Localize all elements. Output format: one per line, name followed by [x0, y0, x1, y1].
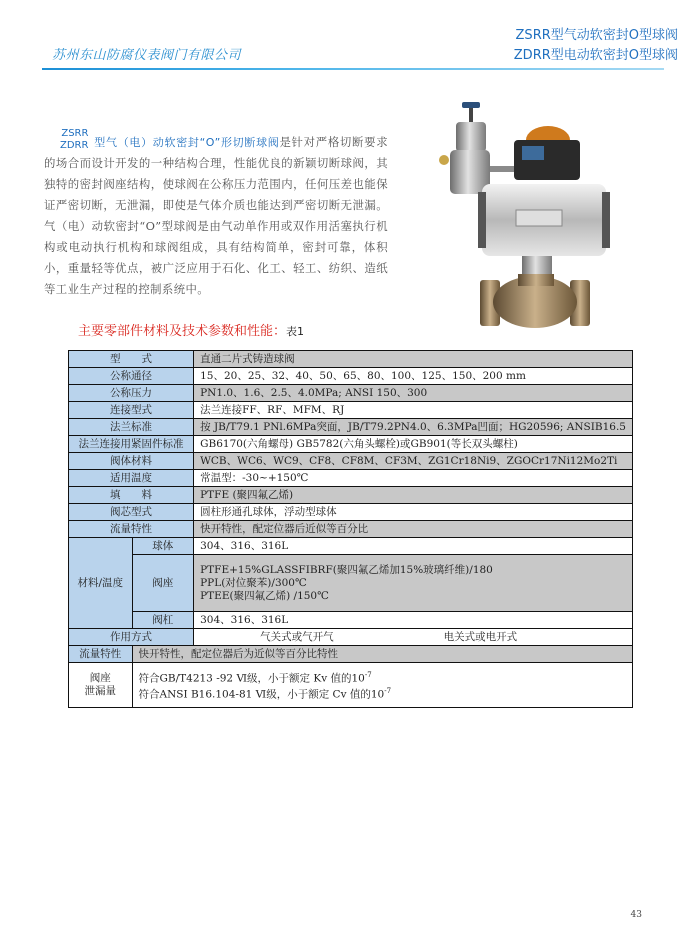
table-row	[69, 470, 633, 487]
row-value: 15、20、25、32、40、50、65、80、100、125、150、200 mm	[194, 368, 633, 385]
table-row	[69, 419, 633, 436]
table-row	[69, 351, 633, 368]
seat-line: PPL(对位聚苯)/300℃	[200, 576, 307, 589]
spec-table-body	[69, 351, 633, 708]
table-row-ball	[69, 538, 633, 555]
page-number: 43	[630, 910, 642, 920]
row-label: 阀芯型式	[69, 504, 194, 521]
material-group-label: 材料/温度	[69, 538, 133, 629]
spec-table	[68, 350, 633, 708]
row-value: 快开特性，配定位器后近似等百分比	[194, 521, 633, 538]
row-label: 填 料	[69, 487, 194, 504]
row-value: 常温型：-30~+150℃	[194, 470, 633, 487]
sub-label-ball: 球体	[132, 538, 194, 555]
sub-label-seat: 阀座	[132, 555, 194, 612]
row-value: 法兰连接FF、RF、MFM、RJ	[194, 402, 633, 419]
table-row-seat	[69, 555, 633, 612]
leakage-line-ansi: 符合ANSI B16.104-81 Ⅵ级，小于额定 Cv 值的$10^{-7}$	[138, 687, 392, 701]
product-title-electric: ZDRR型电动软密封O型球阀	[513, 48, 678, 63]
header-rule	[42, 68, 664, 70]
model-code-zdrr: ZDRR	[60, 140, 89, 151]
leakage-label	[69, 663, 133, 708]
row-value: 按 JB/T79.1 PNl.6MPa突面，JB/T79.2PN4.0、6.3MPa凹面；HG20596; ANSIB16.5	[194, 419, 633, 436]
leakage-label-line: 阀座	[89, 672, 111, 684]
table-row	[69, 385, 633, 402]
intro-paragraph	[44, 132, 388, 300]
product-photo	[418, 100, 618, 332]
section-title-text: 主要零部件材料及技术参数和性能：	[78, 324, 287, 339]
leakage-label-line: 泄漏量	[84, 685, 116, 697]
section-title	[78, 320, 304, 339]
leakage-value	[132, 663, 633, 708]
seat-line: PTEE(聚四氟乙烯) /150℃	[200, 589, 329, 602]
model-code-zsrr: ZSRR	[61, 128, 89, 139]
table-row	[69, 521, 633, 538]
table-row-operation	[69, 629, 633, 646]
intro-lead: 型气（电）动软密封“O”形切断球阀	[94, 136, 280, 149]
table-row	[69, 402, 633, 419]
row-value: 直通二片式铸造球阀	[194, 351, 633, 368]
sub-value-stem: 304、316、316L	[194, 612, 633, 629]
intro-body: 是针对严格切断要求的场合而设计开发的一种结构合理，性能优良的新颖切断球阀，其独特的密封阀座结构，使球阀在公称压力范围内，任何压差也能保证严密切断，无泄漏，即使是气体介质也能达到严密切断无泄漏。气（电）动软密封“O”型球阀是由气动单作用或双作用活塞执行机构或电动执行机构和球阀组成，具有结构简单，密封可靠，体积小，重量轻等优点，被广泛应用于石化、化工、轻工、纺织、造纸等工业生产过程的控制系统中。	[44, 135, 388, 296]
operation-value	[194, 629, 633, 646]
sub-value-seat	[194, 555, 633, 612]
row-label: 法兰标准	[69, 419, 194, 436]
sub-value-ball: 304、316、316L	[194, 538, 633, 555]
flow-value: 快开特性，配定位器后为近似等百分比特性	[132, 646, 633, 663]
operation-label: 作用方式	[69, 629, 194, 646]
sub-label-stem: 阀杠	[132, 612, 194, 629]
table-row	[69, 368, 633, 385]
row-label: 型 式	[69, 351, 194, 368]
row-value: WCB、WC6、WC9、CF8、CF8M、CF3M、ZG1Cr18Ni9、ZGOCr17Ni12Mo2Ti	[194, 453, 633, 470]
table-row-leakage	[69, 663, 633, 708]
row-value: PN1.0、1.6、2.5、4.0MPa; ANSI 150、300	[194, 385, 633, 402]
row-label: 适用温度	[69, 470, 194, 487]
product-title-pneumatic: ZSRR型气动软密封O型球阀	[515, 28, 678, 43]
table-row	[69, 436, 633, 453]
table-row-stem	[69, 612, 633, 629]
row-value: PTFE (聚四氟乙烯)	[194, 487, 633, 504]
seat-line: PTFE+15%GLASSFIBRF(聚四氟乙烯加15%玻璃纤维)/180	[200, 563, 493, 576]
table-row	[69, 504, 633, 521]
row-value: GB6170(六角螺母) GB5782(六角头螺栓)或GB901(等长双头螺柱)	[194, 436, 633, 453]
company-name: 苏州东山防腐仪表阀门有限公司	[52, 48, 242, 63]
operation-pneumatic: 气关式或气开气	[260, 630, 334, 643]
table-row-flow	[69, 646, 633, 663]
table-ref: 表1	[286, 325, 305, 338]
operation-electric: 电关式或电开式	[443, 630, 518, 643]
leakage-line-gb: 符合GB/T4213 -92 Ⅵ级，小于额定 Kv 值的$10^{-7}$	[138, 670, 372, 684]
row-label: 公称压力	[69, 385, 194, 402]
table-row	[69, 487, 633, 504]
flow-label: 流量特性	[69, 646, 133, 663]
row-label: 法兰连接用紧固件标准	[69, 436, 194, 453]
row-label: 流量特性	[69, 521, 194, 538]
row-label: 连接型式	[69, 402, 194, 419]
row-label: 阀体材料	[69, 453, 194, 470]
table-row	[69, 453, 633, 470]
row-value: 圆柱形通孔球体，浮动型球体	[194, 504, 633, 521]
row-label: 公称通径	[69, 368, 194, 385]
